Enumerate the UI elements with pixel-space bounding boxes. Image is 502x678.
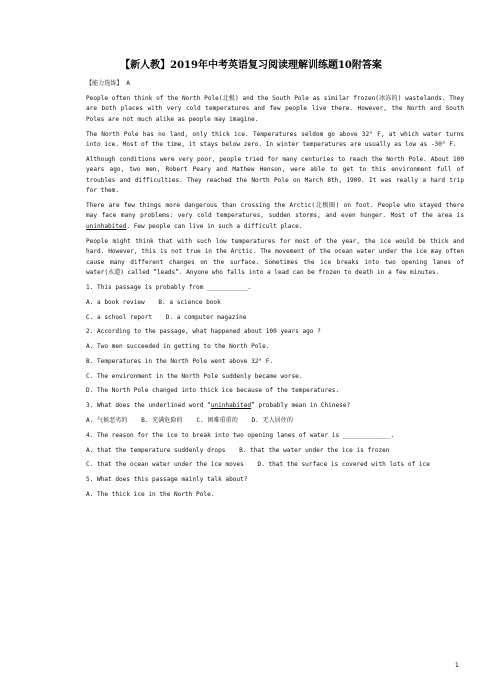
question-2: 2. According to the passage, what happened about 100 years ago ? xyxy=(86,328,321,336)
paragraph-3: Although conditions were very poor, people tried for many centuries to reach the North Pole. About 100 years ago, two men, Robert Peary and Mathew Henson, were able to get to this environment full of troubles and difficulties. They reached the North Pole on March 8th, 1909. It was really a hard trip for them. xyxy=(86,155,464,195)
q4-option-d: D. that the surface is covered with lots of ice xyxy=(257,461,430,469)
question-1: 1. This passage is probably from ___________. xyxy=(86,283,252,291)
question-4-options-row-2 xyxy=(86,460,464,470)
question-4-options-row-1 xyxy=(86,446,464,456)
q2-option-d: D. The North Pole changed into thick ice because of the temperatures. xyxy=(86,387,340,395)
q1-option-a: A. a book review xyxy=(86,298,145,306)
section-label: 【能力选练】 A xyxy=(86,80,130,87)
q5-option-a: A. The thick ice in the North Pole. xyxy=(86,491,215,499)
question-3 xyxy=(86,401,464,411)
q3-underlined-word: uninhabited xyxy=(210,402,252,410)
q3-after: ” probably mean in Chinese? xyxy=(251,402,351,410)
q4-option-c: C. that the ocean water under the ice moves xyxy=(86,461,244,469)
q3-option-c: C. 困难重重的 xyxy=(196,417,238,425)
q2-option-a: A. Two men succeeded in getting to the North Pole. xyxy=(86,343,270,351)
paragraph-4-before: There are few things more dangerous than crossing the Arctic(北极圈) on foot. People who stayed there may face many problems: very cold temperatures, sudden storms, and even hunger. Most of the area is xyxy=(86,202,464,220)
document-title: 【新人教】2019年中考英语复习阅读理解训练题10附答案 xyxy=(120,60,382,71)
q1-option-d: D. a computer magazine xyxy=(165,313,247,321)
page-number: 1 xyxy=(455,662,459,669)
q2-option-c: C. The environment in the North Pole suddenly became worse. xyxy=(86,372,303,380)
paragraph-4 xyxy=(86,201,464,232)
q3-option-b: B. 充满危险的 xyxy=(141,417,183,425)
paragraph-5: People might think that with such low temperatures for most of the year, the ice would be thick and hard. However, this is not true in the Arctic. The movement of the ocean water under the ice may often cause many different changes on the surface. Sometimes the ice breaks into two opening lanes of water(水道) called “leads”. Anyone who falls into a lead can be frozen to death in a few minutes. xyxy=(86,237,464,276)
question-1-options-row-1 xyxy=(86,298,464,308)
q3-before: 3. What does the underlined word “ xyxy=(86,402,211,410)
question-5: 5. What does this passage mainly talk about? xyxy=(86,476,248,484)
q3-option-a: A. 气候恶劣的 xyxy=(86,417,128,425)
q3-option-d: D. 无人居住的 xyxy=(251,417,293,425)
q4-option-a: A. that the temperature suddenly drops xyxy=(86,446,226,454)
paragraph-4-after: . Few people can live in such a difficult place. xyxy=(126,222,303,230)
q1-option-b: B. a science book xyxy=(158,298,221,306)
question-4: 4. The reason for the ice to break into two opening lanes of water is _____________. xyxy=(86,431,395,439)
q1-option-c: C. a school report xyxy=(86,313,153,321)
q4-option-b: B. that the water under the ice is frozen xyxy=(239,446,390,454)
q2-option-b: B. Temperatures in the North Pole went above 32° F. xyxy=(86,357,274,365)
paragraph-1: People often think of the North Pole(北极) and the South Pole as similar frozen(冰冻的) wastelands. They are both places with very cold temperatures and few people live there. However, the North and South Poles are not much alike as people may imagine. xyxy=(86,94,464,123)
question-3-options xyxy=(86,416,464,426)
underlined-word: uninhabited xyxy=(86,222,127,230)
paragraph-2: The North Pole has no land, only thick ice. Temperatures seldom go above 32° F, at which water turns into ice. Most of the time, it stays below zero. In winter temperatures are usually as low as -30° F. xyxy=(86,130,464,149)
question-1-options-row-2 xyxy=(86,313,464,323)
document-body xyxy=(86,79,464,505)
